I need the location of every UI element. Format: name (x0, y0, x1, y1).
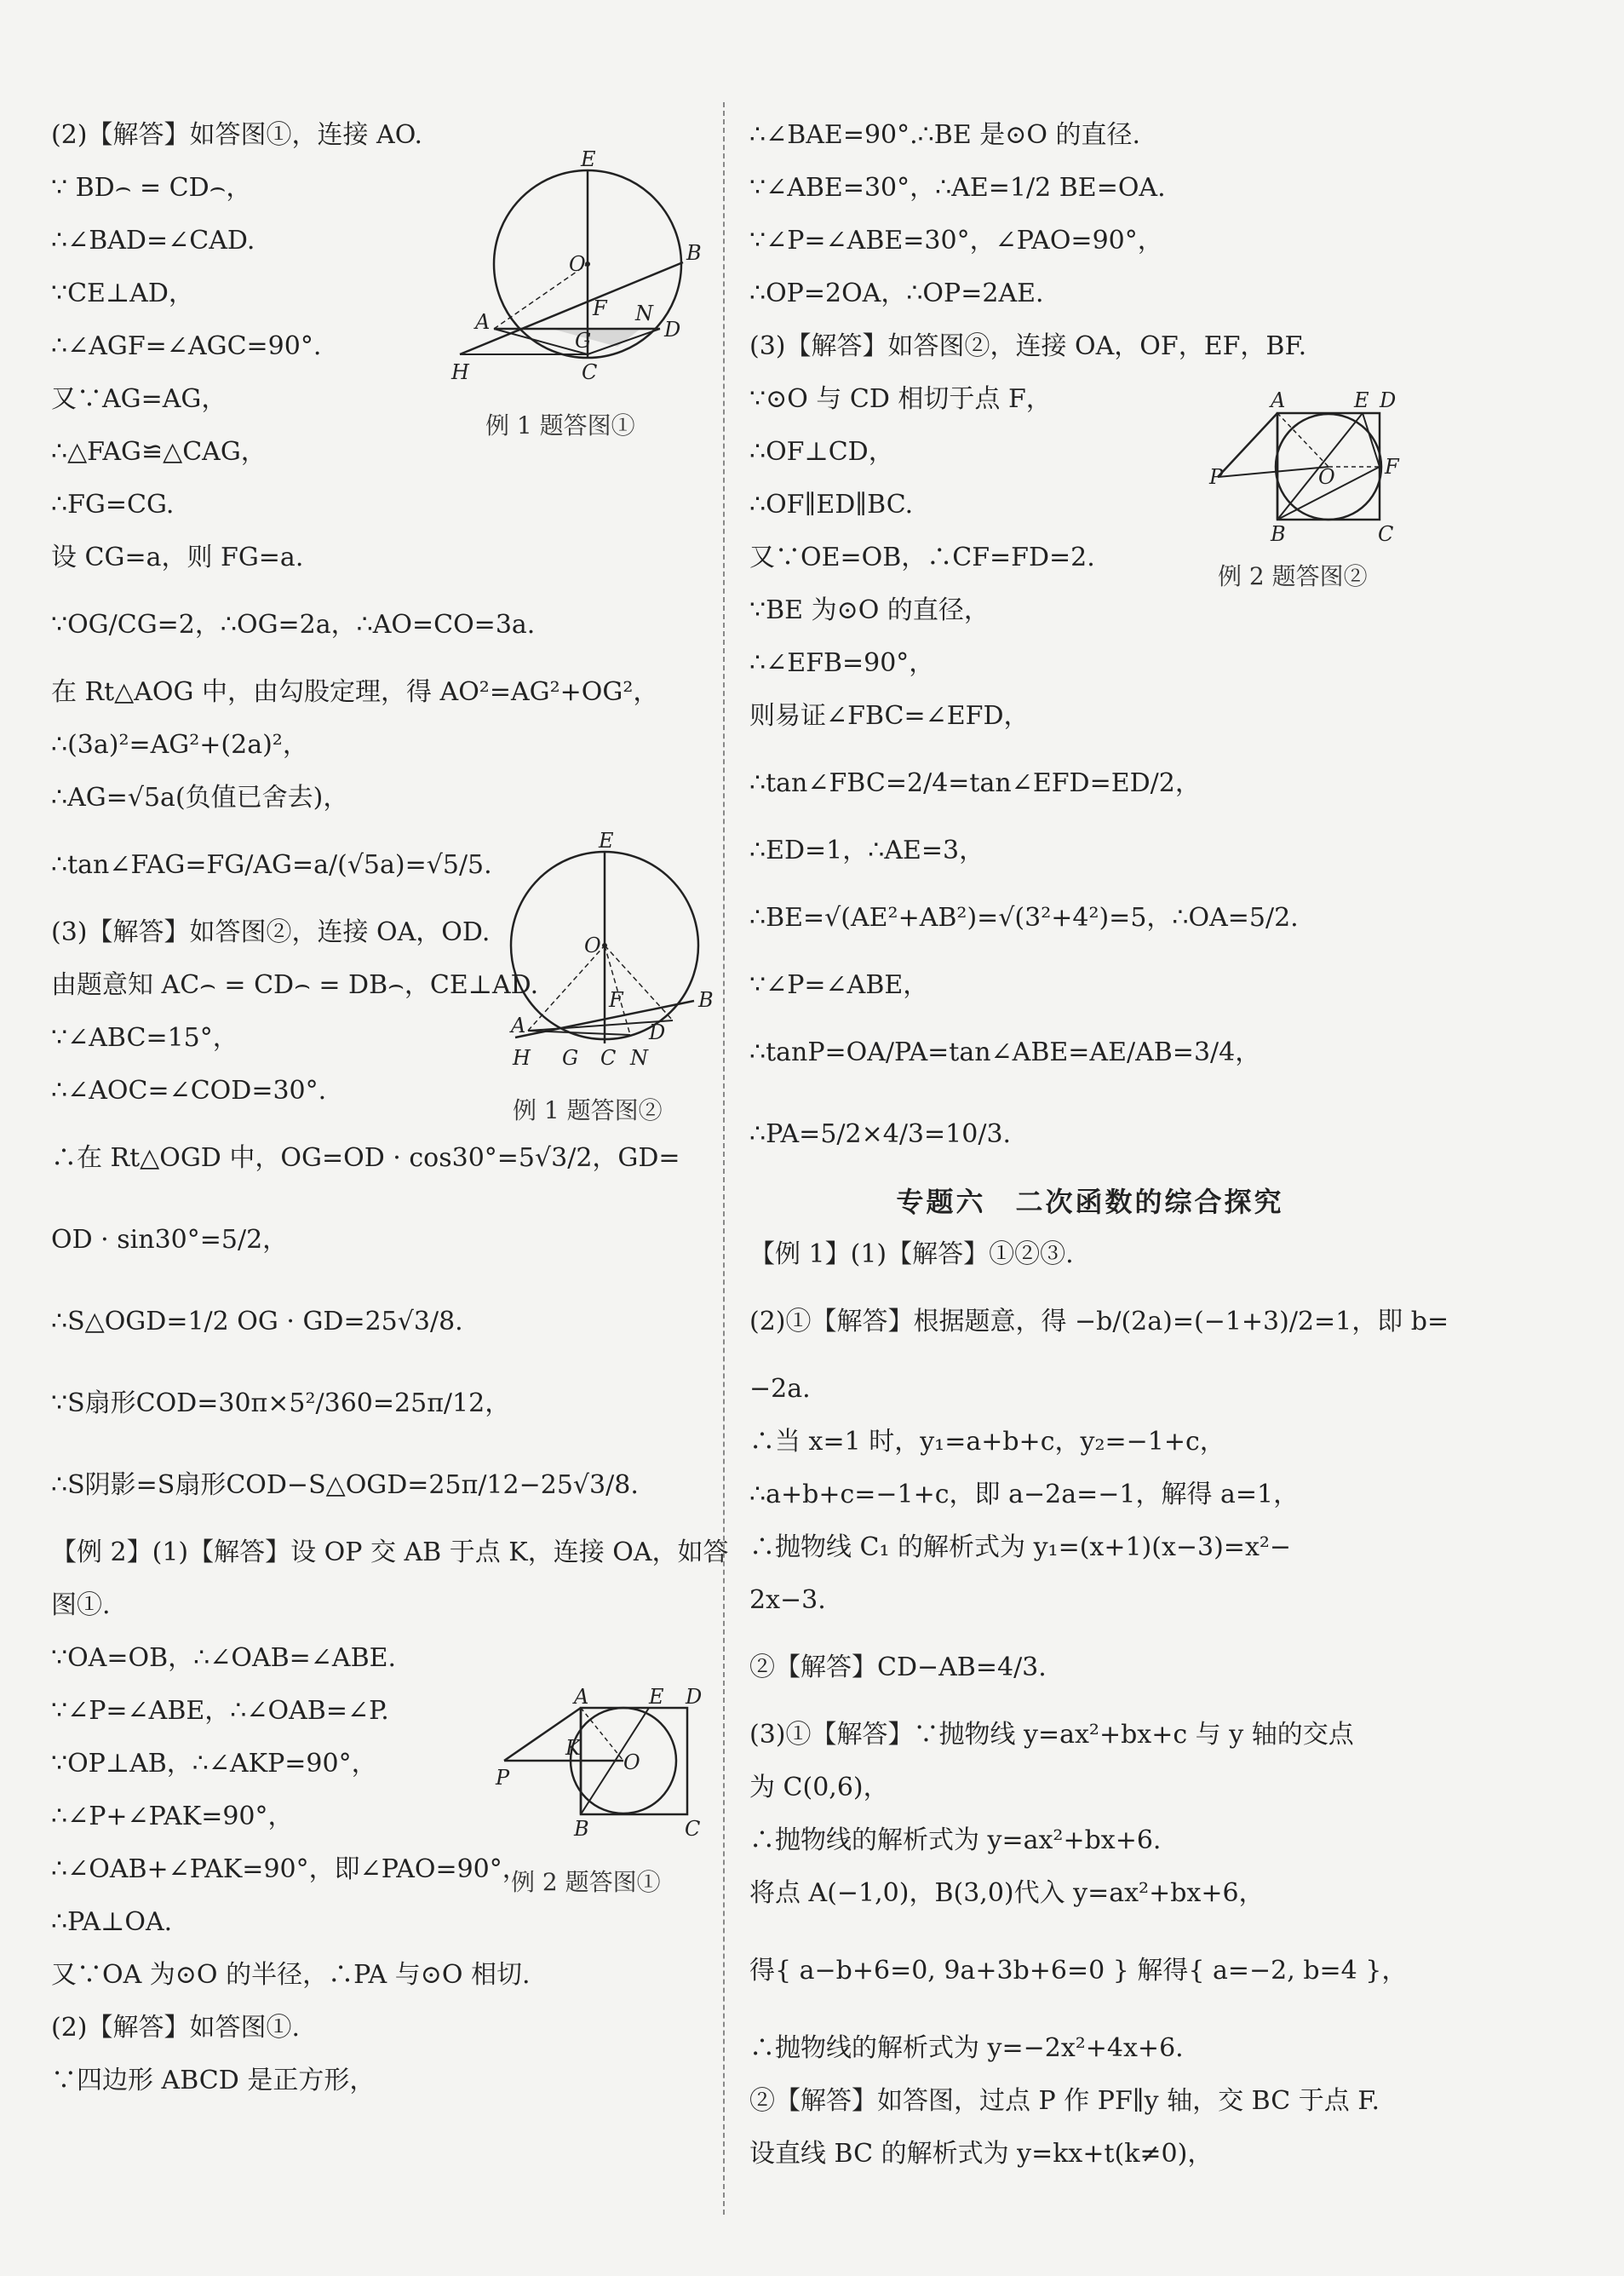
left-line: ∴∠P+∠PAK=90°， (51, 1802, 294, 1831)
left-line: 又∵AG=AG， (51, 384, 227, 414)
svg-text:C: C (582, 360, 598, 384)
caption-ex2-1: 例 2 题答图① (511, 1868, 661, 1896)
svg-text:C: C (600, 1046, 617, 1070)
right-line: ∴抛物线的解析式为 y=−2x²+4x+6. (749, 2033, 1184, 2063)
left-line: ∵∠ABC=15°， (51, 1023, 238, 1053)
svg-text:P: P (496, 1766, 510, 1790)
left-line: ∵OP⊥AB，∴∠AKP=90°， (51, 1749, 377, 1779)
left-line: ∵OA=OB，∴∠OAB=∠ABE. (51, 1643, 397, 1673)
left-line: (2)【解答】如答图①，连接 AO. (51, 120, 423, 150)
svg-text:A: A (574, 1685, 589, 1709)
svg-text:A: A (511, 1014, 526, 1037)
left-line: ∵S扇形COD=30π×5²/360=25π/12， (51, 1388, 511, 1418)
svg-text:E: E (581, 147, 596, 171)
right-line: 则易证∠FBC=∠EFD， (749, 701, 1030, 731)
svg-text:F: F (1385, 455, 1399, 479)
svg-text:F: F (593, 296, 607, 320)
right-line: 专题六 二次函数的综合探究 (896, 1186, 1284, 1218)
left-line: ∴AG=√5a(负值已舍去)， (51, 783, 349, 813)
caption-ex1-1: 例 1 题答图① (485, 411, 635, 440)
svg-text:D: D (686, 1685, 703, 1709)
caption-ex2-2: 例 2 题答图② (1218, 562, 1368, 590)
right-line: 得{ a−b+6=0, 9a+3b+6=0 } 解得{ a=−2, b=4 }， (749, 1956, 1408, 1986)
left-line: ∵∠P=∠ABE，∴∠OAB=∠P. (51, 1696, 389, 1726)
right-line: ∵∠P=∠ABE=30°，∠PAO=90°， (749, 226, 1163, 256)
left-line: 【例 2】(1)【解答】设 OP 交 AB 于点 K，连接 OA，如答 (51, 1537, 729, 1567)
left-line: ∴S△OGD=1/2 OG · GD=25√3/8. (51, 1307, 463, 1336)
left-line: ∵四边形 ABCD 是正方形， (51, 2066, 376, 2095)
svg-text:B: B (574, 1817, 589, 1841)
right-line: 为 C(0,6)， (749, 1773, 889, 1802)
right-line: ∴tanP=OA/PA=tan∠ABE=AE/AB=3/4， (749, 1037, 1261, 1067)
right-line: 2x−3. (749, 1585, 826, 1615)
right-line: ∴抛物线 C₁ 的解析式为 y₁=(x+1)(x−3)=x²− (749, 1532, 1292, 1562)
left-line: 图①. (51, 1590, 111, 1620)
svg-text:A: A (1271, 388, 1286, 412)
right-line: −2a. (749, 1374, 811, 1404)
svg-text:C: C (1378, 522, 1394, 546)
left-line: ∴△FAG≌△CAG， (51, 437, 267, 467)
svg-text:E: E (649, 1685, 664, 1709)
svg-text:O: O (584, 934, 601, 957)
right-line: ∴OF∥ED∥BC. (749, 490, 914, 520)
right-line: ∴PA=5/2×4/3=10/3. (749, 1119, 1012, 1149)
svg-text:D: D (1380, 388, 1397, 412)
left-line: ∴∠OAB+∠PAK=90°，即∠PAO=90°， (51, 1854, 528, 1884)
right-line: ∵∠P=∠ABE， (749, 970, 929, 1000)
figure-ex1-2 (502, 829, 715, 1073)
right-line: ∴BE=√(AE²+AB²)=√(3²+4²)=5，∴OA=5/2. (749, 903, 1299, 933)
svg-text:H: H (451, 360, 469, 384)
svg-text:B: B (1271, 522, 1286, 546)
left-line: 在 Rt△AOG 中，由勾股定理，得 AO²=AG²+OG²， (51, 677, 659, 707)
figure-ex1-1 (443, 147, 707, 392)
svg-text:N: N (635, 302, 653, 325)
right-line: ∵∠ABE=30°，∴AE=1/2 BE=OA. (749, 173, 1166, 203)
right-line: 设直线 BC 的解析式为 y=kx+t(k≠0)， (749, 2139, 1214, 2169)
right-line: (3)①【解答】∵抛物线 y=ax²+bx+c 与 y 轴的交点 (749, 1720, 1354, 1750)
right-line: ∴ED=1，∴AE=3， (749, 836, 985, 865)
left-line: 设 CG=a，则 FG=a. (51, 543, 304, 572)
svg-text:D: D (649, 1020, 666, 1044)
right-line: ∴当 x=1 时，y₁=a+b+c，y₂=−1+c， (749, 1427, 1225, 1457)
right-line: ∴OP=2OA，∴OP=2AE. (749, 279, 1044, 308)
right-line: ∴tan∠FBC=2/4=tan∠EFD=ED/2， (749, 768, 1201, 798)
left-line: (2)【解答】如答图①. (51, 2013, 301, 2043)
right-line: ∴a+b+c=−1+c，即 a−2a=−1，解得 a=1， (749, 1480, 1300, 1509)
left-line: 由题意知 AC⌢ = CD⌢ = DB⌢，CE⊥AD. (51, 970, 539, 1000)
left-line: ∴在 Rt△OGD 中，OG=OD · cos30°=5√3/2，GD= (51, 1143, 680, 1173)
left-line: ∴PA⊥OA. (51, 1907, 173, 1937)
right-line: ②【解答】CD−AB=4/3. (749, 1652, 1047, 1682)
left-line: ∴∠AGF=∠AGC=90°. (51, 331, 322, 361)
right-line: 【例 1】(1)【解答】①②③. (749, 1239, 1074, 1269)
caption-ex1-2: 例 1 题答图② (513, 1096, 663, 1124)
svg-text:P: P (1209, 465, 1224, 489)
svg-text:E: E (1354, 388, 1369, 412)
right-line: 又∵OE=OB，∴CF=FD=2. (749, 543, 1095, 572)
right-line: ∴OF⊥CD， (749, 437, 894, 467)
left-line: ∴∠AOC=∠COD=30°. (51, 1076, 327, 1106)
svg-text:K: K (565, 1736, 581, 1760)
right-line: ∴∠EFB=90°， (749, 648, 935, 678)
right-line: ②【解答】如答图，过点 P 作 PF∥y 轴，交 BC 于点 F. (749, 2086, 1380, 2116)
figure-ex2-2 (1209, 388, 1414, 546)
svg-text:F: F (609, 988, 623, 1012)
svg-text:G: G (562, 1046, 579, 1070)
svg-text:A: A (475, 310, 491, 334)
left-line: ∴(3a)²=AG²+(2a)²， (51, 730, 308, 760)
figure-ex2-1 (496, 1685, 704, 1841)
svg-text:O: O (1318, 465, 1335, 489)
svg-text:O: O (569, 252, 586, 276)
left-line: ∵CE⊥AD， (51, 279, 194, 308)
figure-ex1-1-labels (450, 147, 702, 384)
left-line: OD · sin30°=5/2， (51, 1225, 289, 1255)
svg-text:D: D (664, 318, 681, 342)
svg-text:N: N (630, 1046, 648, 1070)
left-line: ∴tan∠FAG=FG/AG=a/(√5a)=√5/5. (51, 850, 492, 880)
left-line: 又∵OA 为⊙O 的半径，∴PA 与⊙O 相切. (51, 1960, 531, 1990)
left-line: ∴S阴影=S扇形COD−S△OGD=25π/12−25√3/8. (51, 1470, 639, 1500)
right-line: (2)①【解答】根据题意，得 −b/(2a)=(−1+3)/2=1，即 b= (749, 1307, 1449, 1336)
right-line: 将点 A(−1,0)，B(3,0)代入 y=ax²+bx+6， (749, 1878, 1265, 1908)
right-line: ∵⊙O 与 CD 相切于点 F， (749, 384, 1052, 414)
svg-text:G: G (575, 329, 592, 353)
left-line: (3)【解答】如答图②，连接 OA，OD. (51, 917, 491, 947)
right-line: ∵BE 为⊙O 的直径， (749, 595, 990, 625)
left-line: ∴FG=CG. (51, 490, 175, 520)
right-line: (3)【解答】如答图②，连接 OA，OF，EF，BF. (749, 331, 1307, 361)
svg-text:B: B (698, 988, 714, 1012)
left-line: ∵ BD⌢ = CD⌢， (51, 173, 252, 203)
svg-text:O: O (623, 1750, 640, 1774)
left-line: ∵OG/CG=2，∴OG=2a，∴AO=CO=3a. (51, 610, 536, 640)
svg-text:B: B (686, 241, 702, 265)
left-line: ∴∠BAD=∠CAD. (51, 226, 255, 256)
right-line: ∴∠BAE=90°.∴BE 是⊙O 的直径. (749, 120, 1141, 150)
right-line: ∴抛物线的解析式为 y=ax²+bx+6. (749, 1825, 1162, 1855)
svg-text:H: H (513, 1046, 531, 1070)
svg-text:C: C (685, 1817, 701, 1841)
svg-text:E: E (599, 829, 614, 853)
